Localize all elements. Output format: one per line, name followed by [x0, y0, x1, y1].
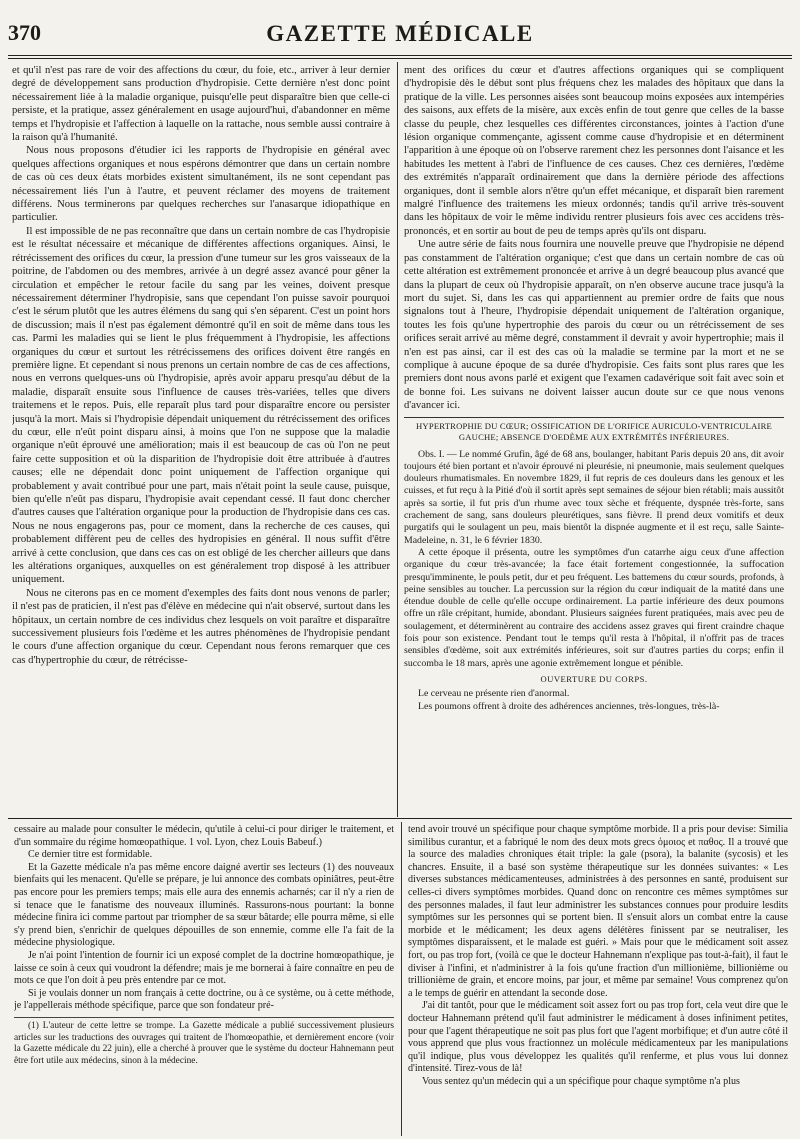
observation-title: HYPERTROPHIE DU CŒUR; OSSIFICATION DE L'ORIFICE AURICULO-VENTRICULAIRE GAUCHE; ABSENCE D'OEDÈME AUX EXTRÉMITÉS INFÉRIEURES. [416, 420, 772, 442]
paragraph: cessaire au malade pour consulter le médecin, qu'utile à celui-ci pour diriger le traitement, et d'un sommaire du régime homœopathique. 1 vol. Lyon, chez Louis Babeuf.) [14, 824, 394, 848]
right-column [404, 64, 784, 814]
autopsy-heading: OUVERTURE DU CORPS. [540, 673, 648, 684]
feuilleton-right-column [408, 824, 788, 1134]
autopsy-text [404, 688, 784, 713]
paragraph: Les poumons offrent à droite des adhérences anciennes, très-longues, très-là- [418, 700, 720, 712]
column-divider [397, 62, 398, 817]
paragraph: Et la Gazette médicale n'a pas même encore daigné avertir ses lecteurs (1) des nouveaux bienfaits qui les menacent. Qu'elle se prépare, je lui annonce des combats opiniâtres, peut-être pas encore pour les premiers temps; mais elle aura des ennemis acharnés; car il n'y a rien de si tenace que le fanatisme des nouveaux illuminés. Rassurons-nous pourtant: la bonne médecine finira ici comme partout par triompher de sa sœur bâtarde; elle pourra même, si elle s'y prend bien, s'enrichir de quelques dépouilles de son ennemie, comme elle l'a fait de la médecine physiologique. [14, 861, 394, 949]
paragraph: ment des orifices du cœur et d'autres affections organiques qui se compliquent d'hydropisie dès le début sont plus fréquens chez les malades des hôpitaux que dans la pratique de la ville. Les personnes aisées sont beaucoup moins exposées aux intempéries des saisons, aux effets de la misère, aux excès enfin de tout genre que celles de la basse classe du peuple, chez lesquelles ces différentes circonstances, jointes à l'action d'une lésion organique commençante, agissent comme cause d'hydropisie et en déterminent l'apparition à une époque où on l'observe rarement chez les personnes dont l'aisance et les habitudes les mettent à l'abri de l'influence de ces causes. Chez ces dernières, l'œdème des extrémités n'apparaît ordinairement que dans la dernière période des affections organiques, dont il semble alors n'être qu'un effet mécanique, et disparaît bien rarement malgré l'influence des traitemens les mieux ordonnés; tandis qu'il arrive très-souvent dans les hôpitaux de voir le même individu rentrer plusieurs fois avec ces accidens très-prononcés, et en sortir au bout de peu de temps après qu'ils ont disparu. [404, 65, 784, 237]
paragraph: Une autre série de faits nous fournira une nouvelle preuve que l'hydropisie ne dépend pas constamment de l'altération organique; c'est que dans un certain nombre de cas où cette altération est extrêmement prononcée et arrive à un degré beaucoup plus avancé que dans la plupart de ceux où l'hydropisie apparaît, on n'en observe aucune trace jusqu'à la mort du sujet. Si, dans les cas qui appartiennent au premier ordre de faits que nous signalons tout à l'heure, l'hydropisie dépendait uniquement de l'altération organique, toutes les fois qu'une hypertrophie des parois du cœur ou un rétrécissement de ses orifices serait arrivé au même degré, constamment il devrait y avoir hypertrophie; mais il n'en est pas ainsi, car il est des cas où la maladie se termine par la mort et ne se complique à aucune époque de sa durée d'hydropisie. Ces faits sont plus rares que les premiers dont nous avons parlé et exigent que l'examen cadavérique soit fait avec soin et de bonne foi. Les suivans ne doivent laisser aucun doute sur ce que nous venons d'avancer ici. [404, 239, 784, 412]
paragraph: Nous nous proposons d'étudier ici les rapports de l'hydropisie en général avec quelques affections organiques et nous espérons démontrer que dans un certain nombre de cas où ces deux états morbides existent simultanément, ils ne sont cependant pas nécessairement liés l'un à l'autre, et peuvent réclamer des moyens de traitement différens. Nous terminerons par quelques recherches sur l'anasarque idiopathique en particulier. [12, 145, 390, 224]
paragraph: Le cerveau ne présente rien d'anormal. [418, 688, 570, 700]
page-header [0, 0, 800, 50]
paragraph: Obs. I. — Le nommé Grufin, âgé de 68 ans, boulanger, habitant Paris depuis 20 ans, dit avoir toujours été bien portant et n'avoir éprouvé ni pleurésie, ni pneumonie, mais seulement quelques douleurs rhumatismales. En novembre 1829, il fut repris de ces douleurs dans les genoux et les cuisses, et fut reçu à la Pitié d'où il sortit après sept semaines de séjour bien rétabli; mais aussitôt après sa sortie, il fut pris d'un rhume avec toux sèche et fréquente, dyspnée très-forte, sans crachement de sang, sans douleurs pleurétiques, sans fièvre. Il prend deux vomitifs et deux purgatifs qui le soulagent un peu, mais bientôt la dispnée augmente et il est reçu, salle Sainte-Madeleine, n. 31, le 6 février 1830. [404, 448, 784, 546]
paragraph: J'ai dit tantôt, pour que le médicament soit assez fort ou pas trop fort, cela veut dire que le docteur Hahnemann prétend qu'il faut administrer le médicament à doses infiniment petites, pour que l'agent thérapeutique ne soit pas plus fort que l'agent morbifique; et d'un autre côté il vous apprend que plus vous fractionnez un molécule médicamenteux par les manipulations qu'il indique, plus vous développez les qualités qu'il renferme, et plus vous lui donnez d'intensité. Tirez-vous de là! [408, 1000, 788, 1075]
feuilleton-column-divider [401, 822, 402, 1136]
paragraph: et qu'il n'est pas rare de voir des affections du cœur, du foie, etc., arriver à leur dernier degré de développement sans production d'hydropisie. Cette dernière n'est donc point nécessairement liée à la maladie organique, puisqu'elle peut disparaître bien que celle-ci persiste, et la pratique, assez généralement en usage aujourd'hui, d'abandonner en même temps et l'hydropisie et l'affection à laquelle on la rattache, nous semble aussi contraire à la raison qu'à l'humanité. [12, 65, 390, 144]
page-number: 370 [8, 20, 41, 45]
feuilleton-rule [8, 818, 792, 819]
paragraph: Vous sentez qu'un médecin qui a un spécifique pour chaque symptôme n'a plus [422, 1075, 740, 1087]
paragraph: tend avoir trouvé un spécifique pour chaque symptôme morbide. Il a pris pour devise: Similia similibus curantur, et a fabriqué le nom des deux mots grecs ὁμοιος et παθος. Il a trouvé que la source des maladies chroniques était triple: la gale (psora), la balanite (sycosis) et les chancres. Ensuite, il a basé son système thérapeutique sur les données suivantes: « Les diverses substances médicamenteuses, administrées à des personnes en santé, produisent sur celles-ci divers symptômes morbides. Quand donc on rencontre ces mêmes symptômes sur des personnes malades, il faut leur administrer les substances connues pour produire lesdits symptômes sur les personnes qui se portent bien. Il s'ensuit alors un combat entre la cause morbide et le médicament; les deux agens délétères finissent par se neutraliser, les symptômes disparaissent, et le malade est guéri. » Mais pour que le médicament soit assez fort, ou pas trop fort, (voilà ce que le docteur Hahnemann n'explique pas tout-à-fait), il faut le diviser à l'infini, et n'administrer à la fois qu'une fraction d'un millionième, billionième ou trillionième de grain, et encore moins, par jour, et même par semaine! Vous comprenez qu'on a le temps de guérir en attendant la seconde dose. [408, 824, 788, 999]
observation-text [404, 449, 784, 670]
journal-title: GAZETTE MÉDICALE [266, 21, 534, 46]
paragraph: Je n'ai point l'intention de fournir ici un exposé complet de la doctrine homœopathique, je laisse ce soin à ceux qui voudront la défendre; mais je me bornerai à faire connaître en peu de mots ce que l'on doit à peu près entendre par ce mot. [14, 949, 394, 987]
footnote: (1) L'auteur de cette lettre se trompe. La Gazette médicale a publié successivement plusieurs articles sur les traductions des ouvrages qui traitent de l'homœopathie, et dernièrement encore (voir la Gazette médicale du 22 juin), elle a cherché à prouver que le système du docteur Hahnemann peut être fort utile aux médecins, sinon à la médecine. [14, 1020, 394, 1066]
paragraph: A cette époque il présenta, outre les symptômes d'un catarrhe aigu ceux d'une affection organique du cœur très-avancée; la face était fortement congestionnée, la suffocation presqu'imminente, le pouls petit, dur et peu fréquent. Les battemens du cœur sourds, profonds, à peine sensibles au toucher. La percussion sur la région du cœur indiquait de la matité dans une étendue double de celle qu'elle occupe ordinairement. La partie inférieure des deux poumons offre un râle crépitant, humide, abondant. Plusieurs saignées furent pratiquées, mais avec peu de soulagement, et déterminèrent au contraire des accidens assez graves qui firent craindre chaque fois pour son existence. Pendant tout le temps qu'il resta à l'hôpital, il n'offrit pas de traces sensibles d'œdème, soit aux extrémités inférieures, soit sur d'autres parties du corps; enfin il succomba le 18 mars, après une agonie extrêmement longue et pénible. [404, 546, 784, 669]
header-rule [8, 55, 792, 59]
section-rule [404, 417, 784, 418]
paragraph: Il est impossible de ne pas reconnaître que dans un certain nombre de cas l'hydropisie est le résultat nécessaire et mécanique de différentes affections organiques. Ainsi, le rétrécissement des orifices du cœur, la pression d'une tumeur sur les gros vaisseaux de la poitrine, de l'abdomen ou des membres, arrivée à un degré assez avancé pour gêner la circulation et empêcher le retour facile du sang par les veines, doivent presque nécessairement déterminer l'hydropisie, sans que cependant l'on puisse savoir pourquoi c'est le sérum plutôt que les autres élémens du sang qui s'en séparent. C'est un point hors de discussion; mais il n'est pas également démontré qu'il en soit de même dans tous les cas. Parmi les maladies qui se lient le plus fréquemment à l'hydropisie, les affections organiques du cœur et surtout les rétrécissemens des orifices doivent être rangés en première ligne. Et cependant si nous prenons un certain nombre de cas de ces affections, nous en verrons quelques-uns où l'hydropisie, après avoir apparu presqu'au début de la maladie, disparaît ensuite sous l'influence de causes très-variées, telles que divers traitemens et le repos. Puis, elle reparaît plus tard pour disparaître encore ou persister jusqu'à la mort. Mais si l'hydropisie dépendait uniquement du rétrécissement des orifices du cœur, elle n'eût point disparu ainsi, à moins que l'on ne suppose que la maladie organique n'eût éprouvé une amélioration; mais il est beaucoup de cas où l'on ne peut faire cette supposition et où la disparition de l'hydropisie doit être attribuée à d'autres causes; elle ne dépendait donc point uniquement de l'affection organique qui probablement y avait contribué pour une part, mais n'était point la seule cause, puisque, bien qu'elle n'eût pas disparu, l'hydropisie avait cependant cessé. Il faut donc chercher d'autres causes que l'altération organique pour la production de l'hydropisie dans ces cas. Nous ne nous engagerons pas, pour ce moment, dans la recherche de ces causes, qui probablement diffèrent peu de celles des hydropisies en général. Il nous suffit d'être arrivé à cette conclusion, que dans ces cas on est obligé de les chercher ailleurs que dans les altérations organiques, auxquelles on est généralement trop disposé à les attribuer uniquement. [12, 225, 390, 586]
paragraph: Nous ne citerons pas en ce moment d'exemples des faits dont nous venons de parler; il n'est pas de praticien, il n'est pas d'élève en médecine qui n'ait observé, surtout dans les hôpitaux, un certain nombre de ces individus chez lesquels on voit paraître et disparaître successivement plusieurs fois l'œdème et les autres phénomènes de l'hydropisie pendant le cours d'une affection organique du cœur. Cependant nous ferons remarquer que ces cas d'hypertrophie du cœur, de rétrécisse- [12, 587, 390, 666]
paragraph: Ce dernier titre est formidable. [28, 849, 153, 861]
left-column [12, 64, 390, 814]
feuilleton-left-column [14, 824, 394, 1134]
footnote-rule [14, 1017, 394, 1018]
paragraph: Si je voulais donner un nom français à cette doctrine, ou à ce système, ou à cette méthode, je l'appellerais méthode spécifique, parce que son fondateur pré- [14, 987, 394, 1012]
